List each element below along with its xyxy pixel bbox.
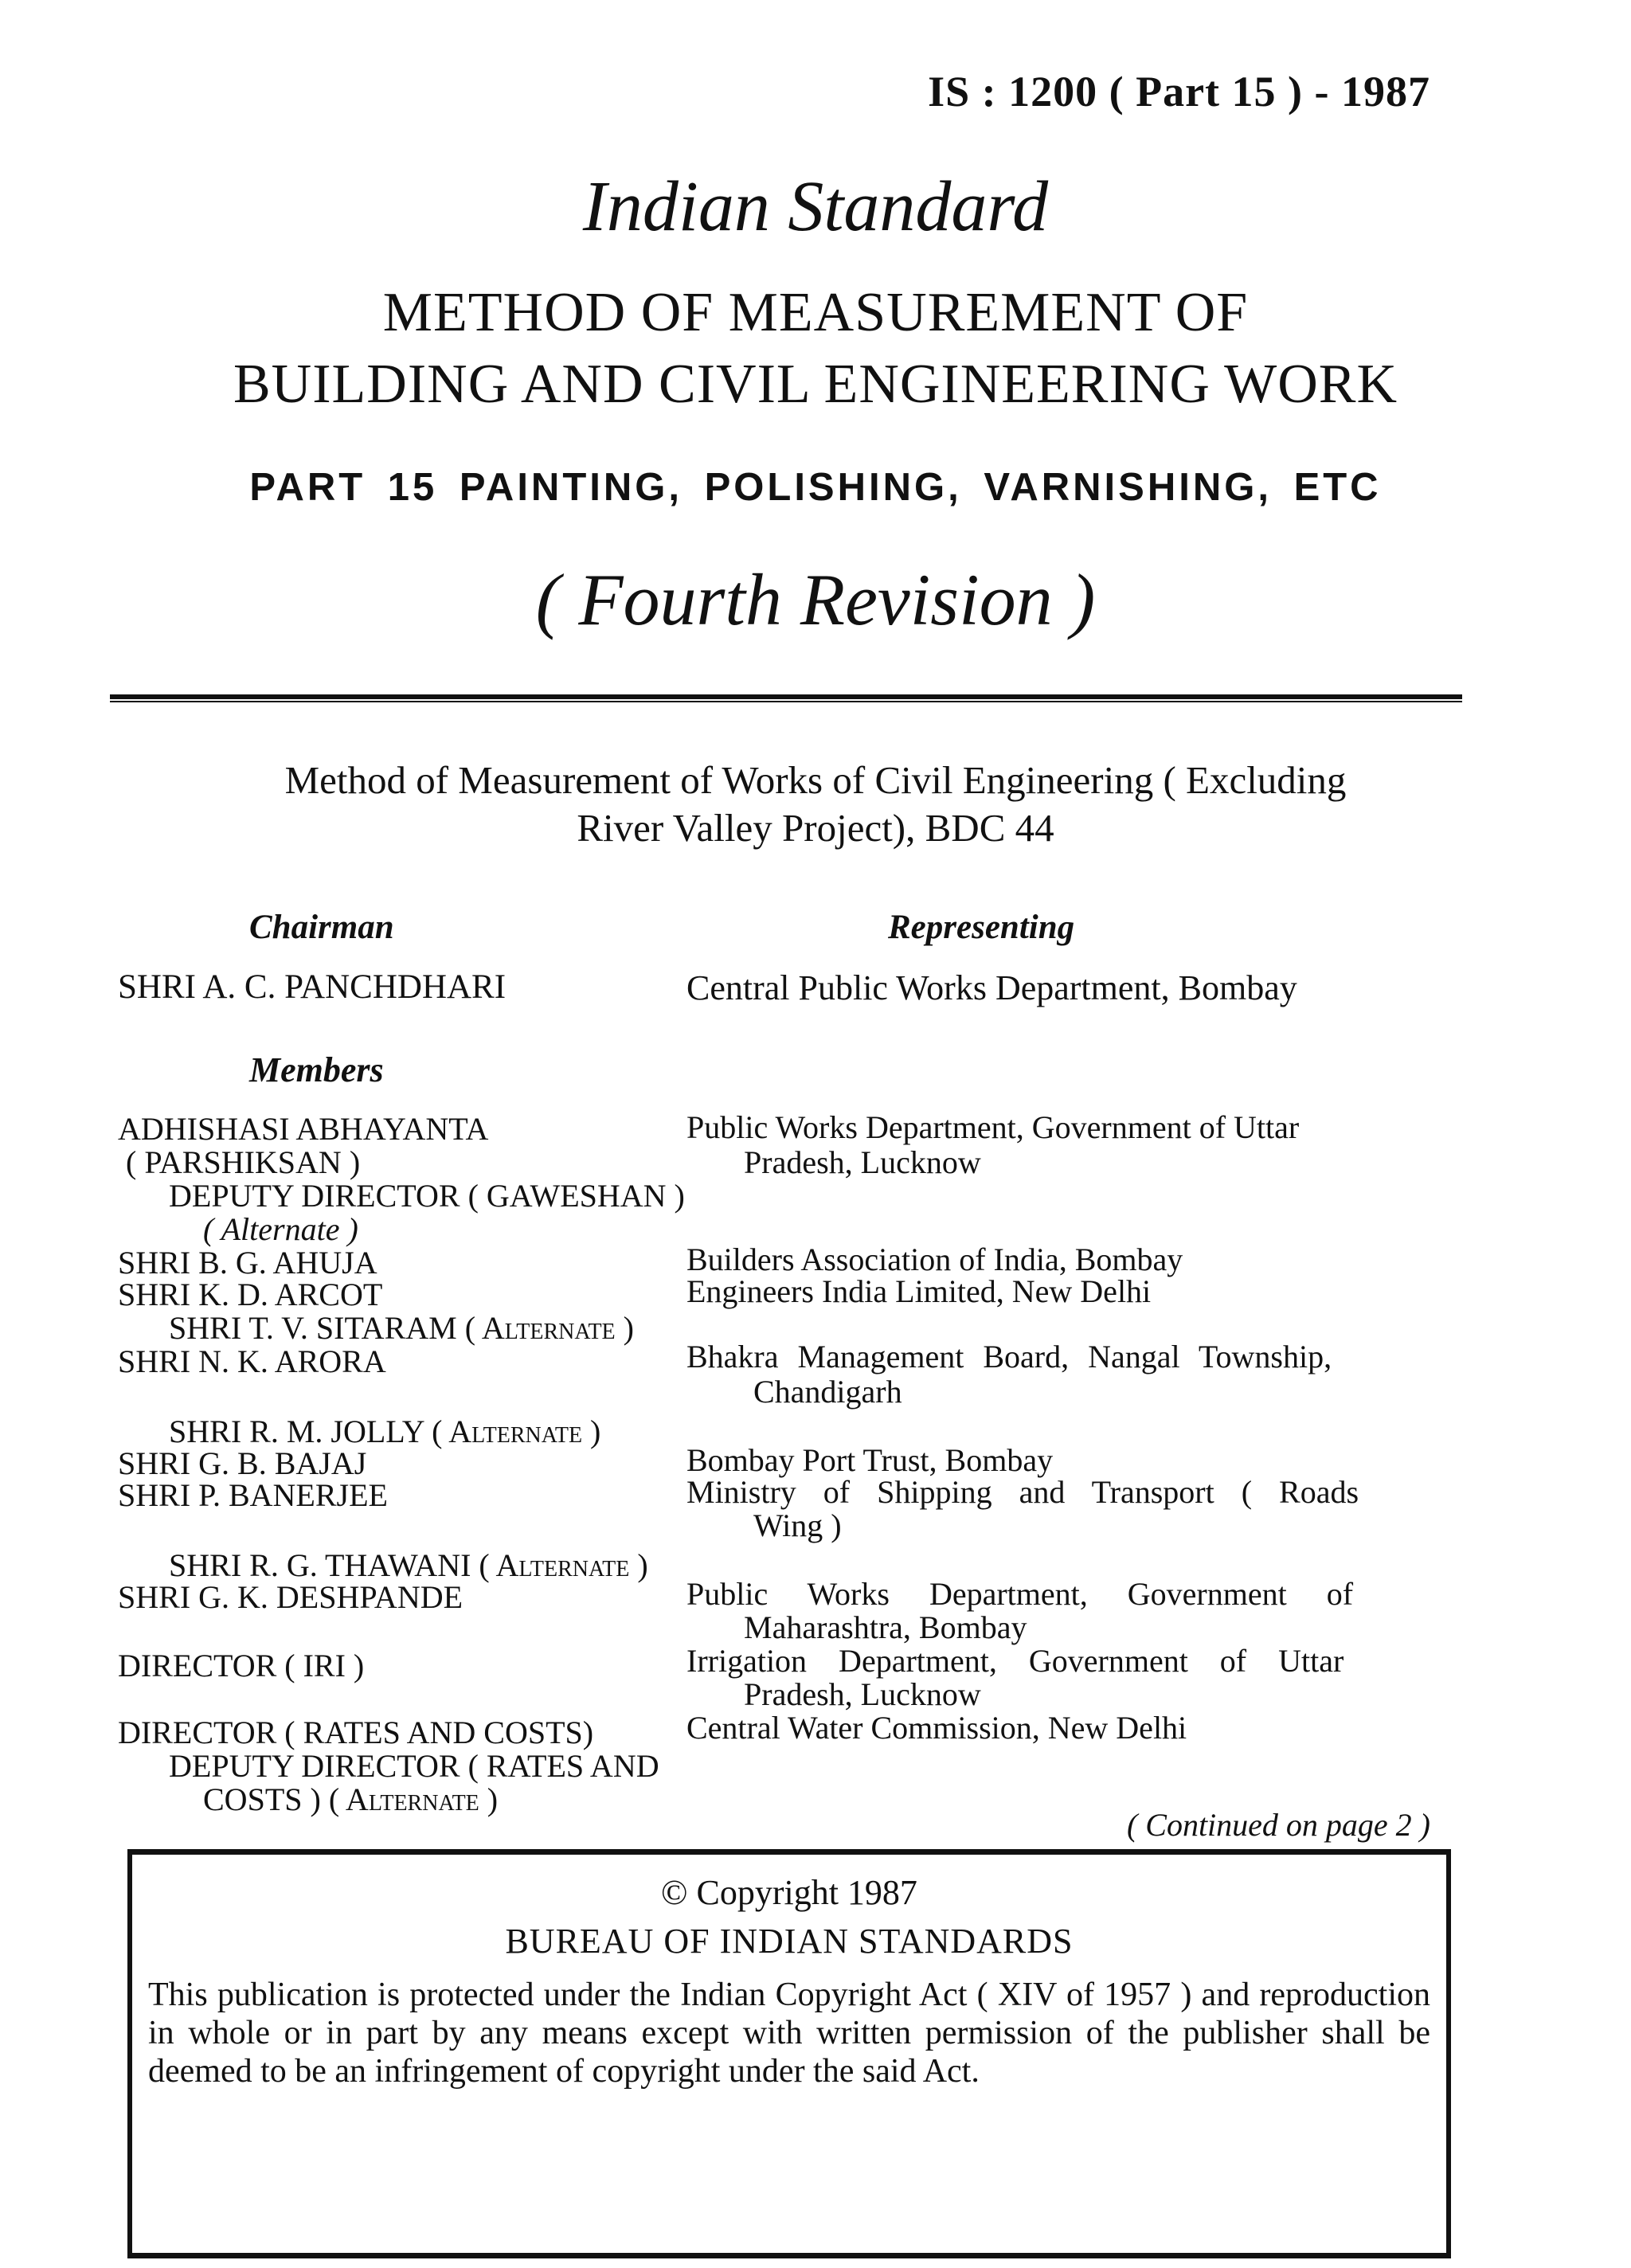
member-representing: Ministry of Shipping and Transport ( Roads: [686, 1474, 1359, 1510]
member-name: DIRECTOR ( IRI ): [118, 1648, 365, 1683]
member-representing: Chandigarh: [753, 1374, 902, 1410]
committee-line-2: River Valley Project), BDC 44: [577, 806, 1054, 850]
member-name: SHRI P. BANERJEE: [118, 1477, 388, 1513]
member-representing: Public Works Department, Government of: [686, 1576, 1354, 1612]
representing-heading: Representing: [888, 909, 1075, 946]
member-name: ( Alternate ): [203, 1211, 358, 1247]
member-name: SHRI B. G. AHUJA: [118, 1245, 377, 1281]
member-representing: Engineers India Limited, New Delhi: [686, 1273, 1152, 1309]
member-name: DIRECTOR ( RATES AND COSTS): [118, 1715, 594, 1750]
member-name: DEPUTY DIRECTOR ( RATES AND: [169, 1748, 659, 1784]
member-name: ADHISHASI ABHAYANTA: [118, 1111, 489, 1147]
member-name: COSTS ) ( Alternate ): [203, 1781, 499, 1817]
part-title: PART 15 PAINTING, POLISHING, VARNISHING, ETC: [249, 466, 1382, 509]
members-heading: Members: [249, 1050, 384, 1089]
member-representing: Pradesh, Lucknow: [744, 1676, 981, 1712]
member-name: DEPUTY DIRECTOR ( GAWESHAN ): [169, 1178, 685, 1214]
member-representing: Public Works Department, Government of Uttar: [686, 1109, 1300, 1145]
title-divider: [110, 694, 1462, 702]
member-representing: Bhakra Management Board, Nangal Township,: [686, 1339, 1332, 1374]
continued-note: ( Continued on page 2 ): [1126, 1807, 1430, 1843]
member-representing: Central Water Commission, New Delhi: [686, 1710, 1187, 1746]
chairman-name: SHRI A. C. PANCHDHARI: [118, 968, 507, 1006]
member-representing: Maharashtra, Bombay: [744, 1609, 1027, 1645]
member-name: SHRI K. D. ARCOT: [118, 1277, 383, 1312]
member-representing: Irrigation Department, Government of Uttar: [686, 1643, 1344, 1679]
member-representing: Wing ): [753, 1507, 842, 1543]
chairman-heading: Chairman: [249, 909, 394, 946]
member-representing: Builders Association of India, Bombay: [686, 1242, 1183, 1277]
title-line-2: BUILDING AND CIVIL ENGINEERING WORK: [233, 354, 1398, 415]
member-name: SHRI G. K. DESHPANDE: [118, 1579, 463, 1615]
member-name: SHRI R. M. JOLLY ( Alternate ): [169, 1414, 601, 1449]
copyright-box: [127, 1849, 1451, 2258]
member-name: SHRI T. V. SITARAM ( Alternate ): [169, 1310, 634, 1346]
chairman-representing: Central Public Works Department, Bombay: [686, 968, 1297, 1007]
revision-label: ( Fourth Revision ): [535, 559, 1096, 640]
copyright-notice: This publication is protected under the Indian Copyright Act ( XIV of 1957 ) and reproduction in whole or in part by any means except with written permission of the publisher shall be deemed to be an infringement of copyright under the said Act.: [148, 1977, 1430, 2090]
member-name: SHRI G. B. BAJAJ: [118, 1445, 367, 1481]
standard-number: IS : 1200 ( Part 15 ) - 1987: [928, 68, 1430, 115]
standard-heading: Indian Standard: [582, 167, 1049, 246]
member-name: ( PARSHIKSAN ): [126, 1144, 361, 1180]
publisher-name: BUREAU OF INDIAN STANDARDS: [505, 1922, 1074, 1961]
document-title: [0, 277, 1631, 420]
member-representing: Bombay Port Trust, Bombay: [686, 1442, 1054, 1478]
copyright-line: © Copyright 1987: [661, 1873, 917, 1912]
member-name: SHRI N. K. ARORA: [118, 1343, 386, 1379]
member-representing: Pradesh, Lucknow: [744, 1144, 981, 1180]
committee-name: [0, 757, 1631, 852]
committee-line-1: Method of Measurement of Works of Civil Engineering ( Excluding: [284, 758, 1347, 802]
title-line-1: METHOD OF MEASUREMENT OF: [382, 282, 1249, 343]
member-name: SHRI R. G. THAWANI ( Alternate ): [169, 1547, 648, 1583]
